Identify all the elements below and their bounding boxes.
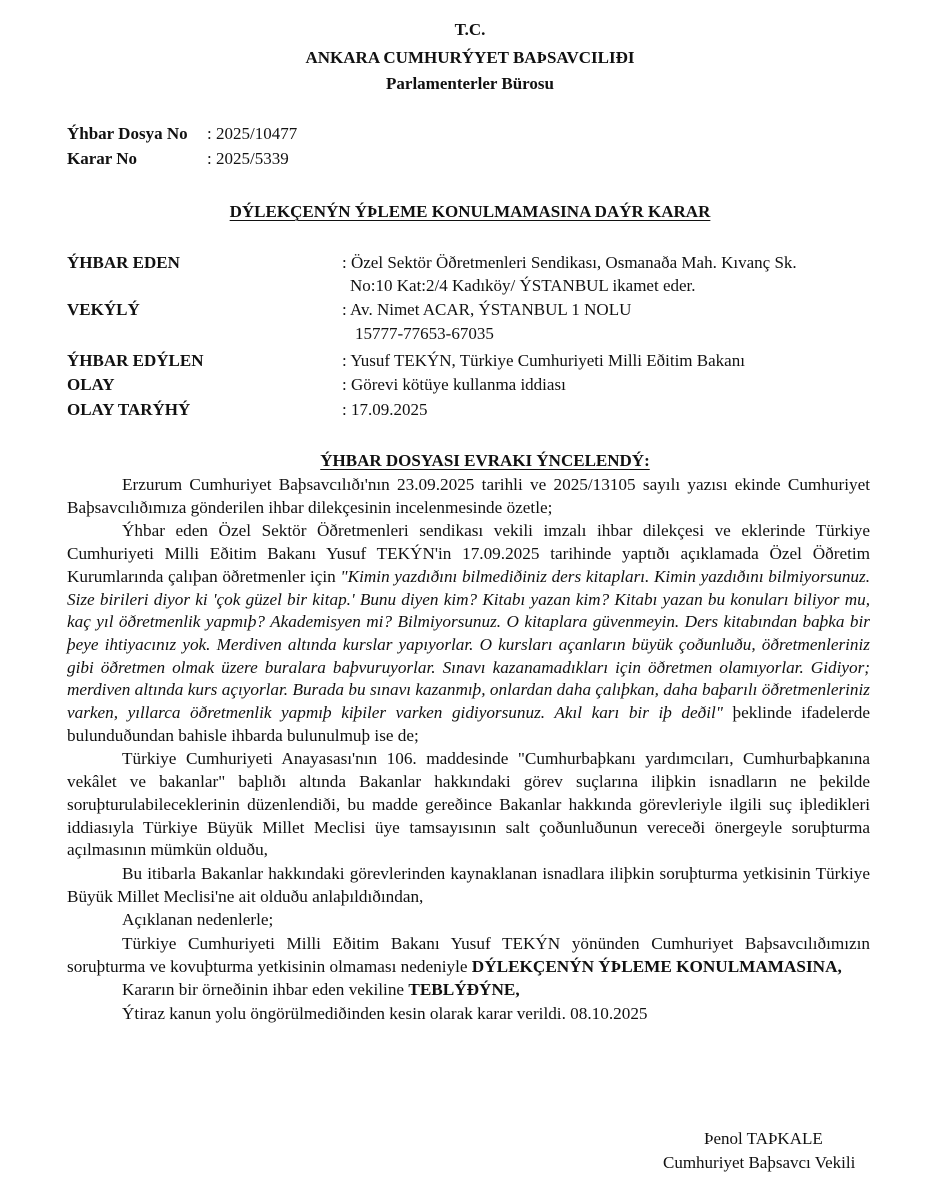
header-tc: T.C. (454, 20, 486, 39)
signature-name: Þenol TAÞKALE (704, 1129, 823, 1148)
paragraph-6 (67, 933, 870, 978)
paragraph-2 (67, 520, 870, 747)
paragraph-1: Erzurum Cumhuriyet Baþsavcılıðı'nın 23.09.2025 tarihli ve 2025/13105 sayılı yazısı ekinde Cumhuriyet Baþsavcılıðımıza gönderilen ihbar dilekçesinin incelenmesinde özetle; (67, 475, 870, 517)
signature-title: Cumhuriyet Baþsavcı Vekili (663, 1153, 856, 1172)
karar-no-label: Karar No (67, 149, 138, 168)
ihbar-edilen-label: ÝHBAR EDÝLEN (67, 351, 204, 370)
decision-body (67, 474, 870, 1026)
paragraph-6-text: Türkiye Cumhuriyeti Milli Eðitim Bakanı Yusuf TEKÝN yönünden Cumhuriyet Baþsavcılıðımızın soruþturma ve kovuþturma yetkisinin olmaması nedeniyle (67, 934, 870, 976)
ihbar-eden-label: ÝHBAR EDEN (67, 253, 180, 272)
paragraph-2-intro: Ýhbar eden Özel Sektör Öðretmenleri sendikası vekili imzalı ihbar dilekçesi ve eklerinde Türkiye Cumhuriyeti Milli Eðitim Bakanı Yusuf TEKÝN'in 17.09.2025 tarihinde yaptıðı açıklamada Özel Öðretim Kurumlarında çalıþan öðretmenler için (67, 521, 870, 586)
paragraph-2-quote: "Kimin yazdıðını bilmediðiniz ders kitapları. Kimin yazdıðını bilmiyorsunuz. Size birileri diyor ki 'çok güzel bir kitap.' Bunu diyen kim? Kitabı yazan kim? Kitabı yazan bu konuları biliyor mu, kaç yıl öðretmenlik yapmıþ? Akademisyen mi? Bilmiyorsunuz. O kitaplara güvenmeyin. Ders kitabından baþka bir þeye ihtiyacınız yok. Merdiven altında kurslar yapıyorlar. O kursları açanların büyük çoðunluðu, öðretmenleriniz gibi öðretmen olmak üzere buralara baþvuruyorlar. Sınavı kazanamadıkları için öðretmen olamıyorlar. Gidiyor; merdiven altında kurs açıyorlar. Burada bu sınavı kazanmıþ, onlardan daha çalıþkan, daha baþarılı öðretmenleriniz varken, yıllarca öðretmenlik yapmıþ kiþiler varken gidiyorsunuz. Akıl karı bir iþ deðil" (67, 566, 870, 723)
olay-value: : Görevi kötüye kullanma iddiası (342, 375, 566, 394)
paragraph-7 (67, 979, 870, 1002)
ihbar-eden-line2: No:10 Kat:2/4 Kadıköy/ ÝSTANBUL ikamet eder. (350, 276, 696, 295)
karar-no-value: : 2025/5339 (207, 149, 289, 168)
header-bureau: Parlamenterler Bürosu (386, 74, 554, 93)
ihbar-edilen-value: : Yusuf TEKÝN, Türkiye Cumhuriyeti Milli Eðitim Bakanı (342, 351, 745, 370)
header-office: ANKARA CUMHURÝYET BAÞSAVCILIÐI (305, 48, 635, 67)
olay-label: OLAY (67, 375, 115, 394)
paragraph-3: Türkiye Cumhuriyeti Anayasası'nın 106. maddesinde "Cumhurbaþkanı yardımcıları, Cumhurbaþkanına vekâlet ve bakanlar" baþlıðı altında Bakanlar hakkındaki görev suçlarına iliþkin isnadların ne þekilde soruþturulabileceklerinin düzenlendiði, bu madde gereðince Bakanlar hakkında görevleriyle ilgili suç iþledikleri iddiasıyla Türkiye Büyük Millet Meclisi üye tamsayısının salt çoðunluðunun vereceði önergeyle soruþturma açılmasının mümkün olduðu, (67, 749, 870, 860)
paragraph-4: Bu itibarla Bakanlar hakkındaki görevlerinden kaynaklanan isnadlara iliþkin soruþturma yetkisinin Türkiye Büyük Millet Meclisi'ne ait olduðu anlaþıldıðından, (67, 863, 870, 906)
dosya-no-value: : 2025/10477 (207, 124, 298, 143)
paragraph-2-end: þeklinde ifadelerde bulunduðundan bahisle ihbarda bulunulmuþ ise de; (67, 703, 871, 745)
vekil-line1: : Av. Nimet ACAR, ÝSTANBUL 1 NOLU (342, 300, 632, 319)
decision-title: DÝLEKÇENÝN ÝÞLEME KONULMAMASINA DAÝR KARAR (229, 202, 711, 221)
paragraph-6-decision: DÝLEKÇENÝN ÝÞLEME KONULMAMASINA, (471, 956, 842, 976)
paragraph-5: Açıklanan nedenlerle; (122, 910, 274, 930)
paragraph-7-bold: TEBLÝÐÝNE, (408, 980, 520, 1000)
section-title: ÝHBAR DOSYASI EVRAKI ÝNCELENDÝ: (320, 451, 650, 470)
paragraph-8: Ýtiraz kanun yolu öngörülmediðinden kesin olarak karar verildi. 08.10.2025 (122, 1004, 648, 1024)
ihbar-eden-line1: : Özel Sektör Öðretmenleri Sendikası, Osmanaða Mah. Kıvanç Sk. (342, 253, 797, 272)
vekil-label: VEKÝLÝ (67, 300, 140, 319)
olay-tarihi-value: : 17.09.2025 (342, 400, 428, 419)
paragraph-7-text: Kararın bir örneðinin ihbar eden vekiline (122, 980, 409, 1000)
dosya-no-label: Ýhbar Dosya No (67, 124, 188, 143)
vekil-line2: 15777-77653-67035 (355, 324, 494, 343)
olay-tarihi-label: OLAY TARÝHÝ (67, 400, 191, 419)
